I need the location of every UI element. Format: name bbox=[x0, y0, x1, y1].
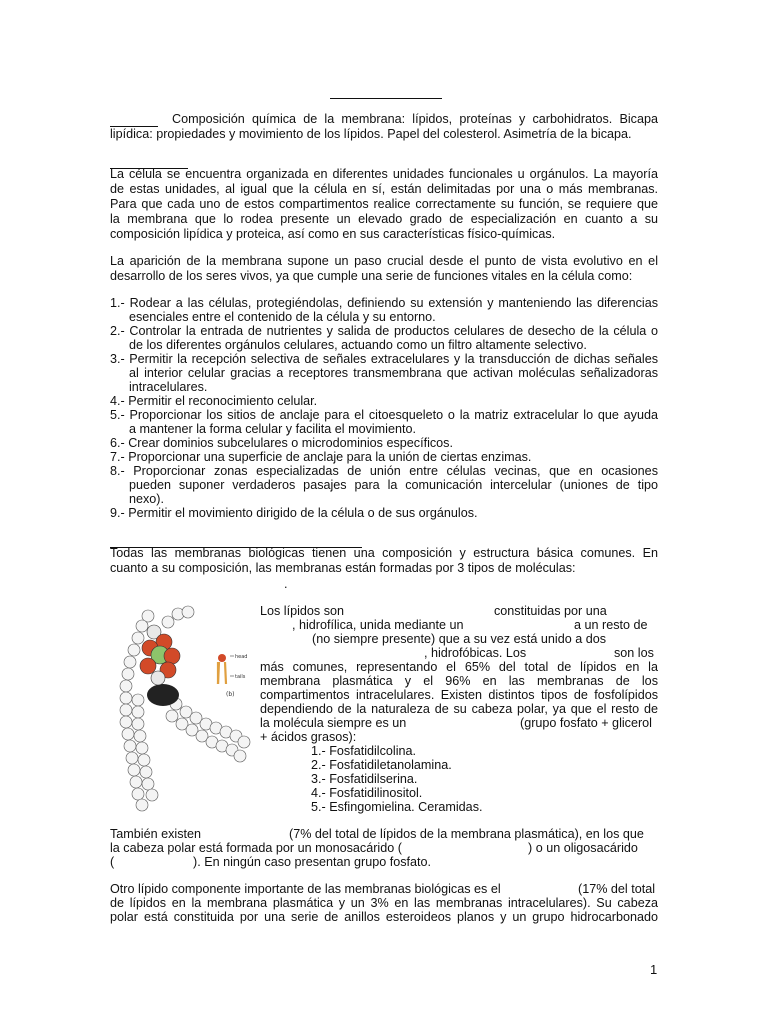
list-item: 8.- Proporcionar zonas especializadas de unión entre células vecinas, que en ocasiones bbox=[110, 464, 658, 478]
list-item: 3.- Permitir la recepción selectiva de señales extracelulares y la transducción de dichas señales bbox=[110, 352, 658, 366]
lipid-line: constituidas por una bbox=[494, 604, 607, 618]
phospholipid-figure bbox=[108, 600, 254, 820]
p1-line: la membrana que lo rodea presente un elevado grado de especialización en cuanto a su bbox=[110, 212, 658, 226]
lipid-line: la molécula siempre es un bbox=[260, 716, 407, 730]
list-item-cont: a mantener la forma celular y facilita el movimiento. bbox=[129, 422, 416, 436]
intro-line-1: Composición química de la membrana: lípidos, proteínas y carbohidratos. Bicapa bbox=[172, 112, 658, 126]
list-item: 9.- Permitir el movimiento dirigido de la célula o de sus orgánulos. bbox=[110, 506, 478, 520]
title-rule bbox=[330, 98, 442, 99]
lipid-line: (no siempre presente) que a su vez está unido a dos bbox=[312, 632, 607, 646]
lipid-line: membrana plasmática y el 96% en las membranas de los bbox=[260, 674, 658, 688]
intro-line-2: lipídica: propiedades y movimiento de los lípidos. Papel del colesterol. Asimetría de la bicapa. bbox=[110, 127, 632, 141]
lipid-line: a un resto de bbox=[574, 618, 648, 632]
list-item: 1.- Rodear a las células, protegiéndolas, definiendo su extensión y manteniendo las diferencias bbox=[110, 296, 658, 310]
list-item-cont: pueden suponer verdaderos pasajes para la comunicación intercelular (uniones de tipo bbox=[129, 478, 658, 492]
lipid-line: más comunes, representando el 65% del total de lípidos en la bbox=[260, 660, 658, 674]
p4-line: ) o un oligosacárido bbox=[528, 841, 638, 855]
p4-line: (7% del total de lípidos de la membrana plasmática), en los que bbox=[289, 827, 644, 841]
list-item: 2.- Controlar la entrada de nutrientes y salida de productos celulares de desecho de la célula o bbox=[110, 324, 658, 338]
lipid-line: + ácidos grasos): bbox=[260, 730, 357, 744]
p3-line: Todas las membranas biológicas tienen una composición y estructura básica comunes. En bbox=[110, 546, 658, 560]
phospholipid-item: 2.- Fosfatidiletanolamina. bbox=[311, 758, 452, 772]
list-item-cont: intracelulares. bbox=[129, 380, 208, 394]
phospholipid-item: 3.- Fosfatidilserina. bbox=[311, 772, 418, 786]
glycerol-backbone bbox=[147, 684, 179, 706]
list-item-cont: al interior celular gracias a receptores transmembrana que activan moléculas señalizadoras bbox=[129, 366, 658, 380]
stray-dot: . bbox=[284, 577, 288, 591]
polar-head bbox=[140, 625, 180, 685]
phospholipid-item: 4.- Fosfatidilinositol. bbox=[311, 786, 423, 800]
p2-line: desarrollo de los seres vivos, ya que cumple una serie de funciones vitales en la célula como: bbox=[110, 269, 633, 283]
list-item: 6.- Crear dominios subcelulares o microdominios específicos. bbox=[110, 436, 453, 450]
tail-chain-right bbox=[160, 606, 250, 762]
p5-line: (17% del total bbox=[578, 882, 656, 896]
list-item-cont: esenciales entre el contenido de la célula y su entorno. bbox=[129, 310, 436, 324]
p4-line: ( bbox=[110, 855, 115, 869]
p4-line: la cabeza polar está formada por un monosacárido ( bbox=[110, 841, 402, 855]
p2-line: La aparición de la membrana supone un paso crucial desde el punto de vista evolutivo en el bbox=[110, 254, 658, 268]
p5-line: de lípidos en la membrana plasmática y un 3% en las membranas intracelulares). Su cabeza bbox=[110, 896, 658, 910]
lipid-line: Los lípidos son bbox=[260, 604, 345, 618]
p5-line: polar está constituida por una serie de anillos esteroideos planos y un grupo hidrocarbonado bbox=[110, 910, 658, 924]
lipid-line: (grupo fosfato + glicerol bbox=[520, 716, 652, 730]
page-number: 1 bbox=[650, 962, 658, 977]
list-item-cont: nexo). bbox=[129, 492, 165, 506]
p1-line: composición lipídica y proteica, así como en sus características físico-químicas. bbox=[110, 227, 556, 241]
phospholipid-item: 5.- Esfingomielina. Ceramidas. bbox=[311, 800, 483, 814]
label-tails: tails bbox=[235, 674, 246, 680]
p1-line: La célula se encuentra organizada en diferentes unidades funcionales u orgánulos. La mayoría bbox=[110, 167, 658, 181]
p1-line: Para que cada uno de estos compartimentos realice correctamente su función, se requiere que bbox=[110, 197, 658, 211]
lipid-line: , hidrofóbicas. Los bbox=[424, 646, 527, 660]
p4-line: ). En ningún caso presentan grupo fosfato. bbox=[193, 855, 432, 869]
lipid-line: son los bbox=[614, 646, 654, 660]
p1-line: de estas unidades, al igual que la célula en sí, están delimitadas por una o más membranas. bbox=[110, 182, 658, 196]
list-item: 5.- Proporcionar los sitios de anclaje para el citoesqueleto o la matriz extracelular lo que ayuda bbox=[110, 408, 658, 422]
p5-line: Otro lípido componente importante de las membranas biológicas es el bbox=[110, 882, 501, 896]
p4-line: También existen bbox=[110, 827, 202, 841]
label-head: head bbox=[235, 654, 248, 660]
phospholipid-item: 1.- Fosfatidilcolina. bbox=[311, 744, 416, 758]
lipid-line: , hidrofílica, unida mediante un bbox=[292, 618, 464, 632]
head-tails-icon bbox=[218, 654, 234, 684]
list-item-cont: de los diferentes orgánulos celulares, actuando como un filtro altamente selectivo. bbox=[129, 338, 587, 352]
lipid-line: dependiendo de la naturaleza de su cabeza polar, ya que el resto de bbox=[260, 702, 658, 716]
list-item: 4.- Permitir el reconocimiento celular. bbox=[110, 394, 318, 408]
p3-line: cuanto a su composición, las membranas están formadas por 3 tipos de moléculas: bbox=[110, 561, 576, 575]
lipid-line: compartimentos intracelulares. Existen distintos tipos de fosfolípidos bbox=[260, 688, 658, 702]
label-b: (b) bbox=[226, 691, 235, 698]
list-item: 7.- Proporcionar una superficie de anclaje para la unión de ciertas enzimas. bbox=[110, 450, 532, 464]
